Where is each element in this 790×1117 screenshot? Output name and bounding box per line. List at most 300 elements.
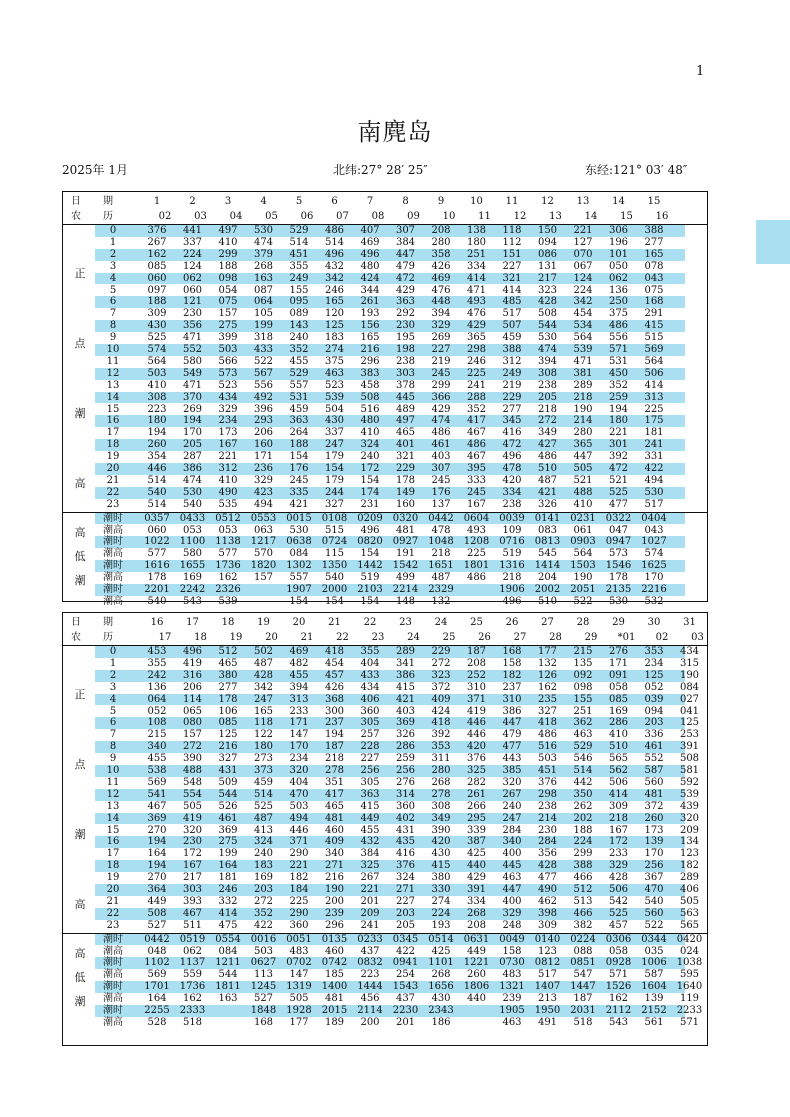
table-cell: 316 <box>182 669 203 681</box>
table-cell: 449 <box>147 895 167 907</box>
table-cell: 465 <box>218 657 238 669</box>
table-cell: 160 <box>395 498 416 510</box>
table-cell <box>674 404 706 416</box>
table-cell: 1503 <box>570 560 596 572</box>
table-cell: 060 <box>147 524 167 536</box>
table-cell: 085 <box>218 717 238 729</box>
table-cell: 180 <box>466 236 487 248</box>
table-cell: 323 <box>537 284 558 296</box>
hour-row <box>63 261 707 273</box>
table-cell: 027 <box>679 693 700 705</box>
header-lunar-row <box>63 630 707 645</box>
table-cell: 494 <box>253 498 274 510</box>
table-cell: 450 <box>608 367 629 379</box>
table-cell: 0141 <box>534 512 561 524</box>
table-cell: 496 <box>182 646 203 657</box>
table-cell: 432 <box>324 260 345 272</box>
table-cell: 446 <box>466 729 487 741</box>
table-cell <box>674 320 706 332</box>
table-cell: 163 <box>253 272 274 284</box>
day-number: 11 <box>505 196 519 207</box>
table-cell: 308 <box>147 391 167 403</box>
table-cell: 154 <box>360 548 380 560</box>
table-cell: 188 <box>573 824 593 836</box>
table-cell: 443 <box>502 753 522 765</box>
table-cell: 035 <box>644 945 664 957</box>
hour-row <box>63 499 707 511</box>
table-cell <box>674 499 706 511</box>
day-number: 25 <box>470 617 483 628</box>
hour-row <box>63 404 707 416</box>
table-cell: 1655 <box>179 560 206 572</box>
table-cell: 309 <box>537 919 558 931</box>
day-number: 29 <box>612 617 625 628</box>
table-cell: 380 <box>218 669 238 681</box>
table-cell: 360 <box>360 705 380 717</box>
table-cell: 186 <box>431 1016 451 1028</box>
table-cell <box>674 225 706 237</box>
table-cell: 229 <box>502 391 522 403</box>
table-cell: 410 <box>218 474 238 486</box>
table-cell: 356 <box>537 848 558 860</box>
table-cell <box>212 1005 244 1017</box>
table-cell: 529 <box>573 741 593 753</box>
table-cell: 517 <box>502 308 522 320</box>
table-cell: 261 <box>466 788 487 800</box>
table-cell: 248 <box>502 919 522 931</box>
table-cell: 522 <box>573 595 593 607</box>
table-cell: 064 <box>253 296 274 308</box>
lunar-date: 14 <box>584 211 598 222</box>
day-number: 12 <box>541 196 554 207</box>
table-cell: 318 <box>253 332 274 344</box>
table-cell: 539 <box>218 595 238 607</box>
table-cell: 164 <box>147 848 167 860</box>
table-cell: 419 <box>182 657 203 669</box>
day-number: 14 <box>612 196 625 207</box>
table-cell: 355 <box>147 657 167 669</box>
table-cell: 561 <box>644 1016 664 1028</box>
table-cell: 494 <box>289 812 309 824</box>
table-cell: 174 <box>360 486 380 498</box>
table-cell: 2201 <box>144 584 170 595</box>
day-number: 26 <box>505 617 519 628</box>
table-cell: 342 <box>324 272 345 284</box>
table-cell: 134 <box>679 836 700 848</box>
high-low-row <box>63 536 707 548</box>
table-cell <box>674 584 706 596</box>
table-cell: 463 <box>502 1016 522 1028</box>
table-cell: 512 <box>573 884 593 895</box>
table-cell: 351 <box>324 776 345 788</box>
table-cell: 414 <box>466 272 487 284</box>
table-cell: 577 <box>147 548 167 560</box>
table-cell: 172 <box>360 463 380 474</box>
table-cell: 0140 <box>534 933 561 945</box>
table-cell: 308 <box>537 367 558 379</box>
table-cell: 539 <box>573 344 593 355</box>
table-cell: 350 <box>573 788 593 800</box>
table-cell: 342 <box>253 681 274 693</box>
table-cell: 088 <box>573 945 593 957</box>
table-cell: 425 <box>431 945 451 957</box>
table-cell: 417 <box>324 788 345 800</box>
table-cell: 448 <box>431 296 451 308</box>
table-cell: 334 <box>466 260 487 272</box>
table-cell: 456 <box>360 993 380 1005</box>
table-cell: 157 <box>182 729 203 741</box>
table-cell: 543 <box>182 595 203 607</box>
table-cell: 424 <box>431 705 451 717</box>
table-cell: 224 <box>573 836 593 848</box>
high-low-row <box>63 946 707 958</box>
hour-label: 3 <box>109 260 117 272</box>
table-cell: 386 <box>502 705 522 717</box>
high-low-tide-label: 高 <box>74 525 86 539</box>
table-cell: 084 <box>679 681 700 693</box>
table-cell: 360 <box>395 800 416 812</box>
table-cell: 240 <box>502 800 522 812</box>
lunar-date: 10 <box>442 211 456 222</box>
table-cell: 513 <box>573 895 593 907</box>
table-cell: 505 <box>289 993 309 1005</box>
hour-label: 3 <box>109 681 117 693</box>
table-cell: 451 <box>537 765 558 776</box>
table-cell: 540 <box>182 498 203 510</box>
day-number: 6 <box>331 196 338 207</box>
table-cell: 167 <box>608 824 629 836</box>
high-low-row <box>63 525 707 537</box>
table-cell: 109 <box>502 524 522 536</box>
table-cell: 340 <box>324 848 345 860</box>
table-cell: 162 <box>147 248 167 260</box>
latitude: 北纬:27° 28′ 25″ <box>333 163 428 177</box>
table-cell: 120 <box>324 308 345 320</box>
table-cell: 564 <box>573 332 593 344</box>
table-cell: 193 <box>431 919 451 931</box>
table-cell: 060 <box>147 272 167 284</box>
table-cell: 182 <box>679 860 700 872</box>
table-cell: 314 <box>395 788 416 800</box>
table-cell: 308 <box>431 800 451 812</box>
table-cell: 539 <box>324 391 345 403</box>
table-cell: 246 <box>466 355 487 367</box>
table-cell: 330 <box>431 884 451 895</box>
table-cell: 531 <box>289 391 309 403</box>
table-cell <box>674 261 706 273</box>
hour-label: 1 <box>109 236 117 248</box>
table-cell: 236 <box>253 463 274 474</box>
table-cell: 331 <box>644 451 664 463</box>
table-cell: 457 <box>608 919 629 931</box>
table-cell: 0433 <box>179 512 206 524</box>
table-cell: 209 <box>679 824 700 836</box>
high-low-label: 潮时 <box>103 981 123 993</box>
table-cell: 119 <box>679 993 700 1005</box>
table-cell: 329 <box>431 320 451 332</box>
table-cell: 388 <box>573 860 593 872</box>
table-cell: 1208 <box>463 536 490 548</box>
table-cell: 510 <box>608 741 629 753</box>
table-cell: 195 <box>395 332 416 344</box>
hour-label: 4 <box>109 693 117 705</box>
table-cell: 205 <box>182 439 203 451</box>
table-cell: 118 <box>253 717 274 729</box>
table-cell: 307 <box>395 225 416 236</box>
table-cell: 254 <box>395 969 416 981</box>
day-number: 24 <box>434 617 448 628</box>
hourly-height-label: 潮 <box>74 407 86 420</box>
table-cell: 540 <box>147 486 167 498</box>
table-cell: 540 <box>644 895 664 907</box>
table-cell: 508 <box>360 391 380 403</box>
table-cell: 268 <box>253 260 274 272</box>
table-cell: 250 <box>608 296 629 308</box>
table-cell: 517 <box>537 969 558 981</box>
table-cell: 326 <box>537 498 558 510</box>
table-cell: 486 <box>431 427 451 439</box>
table-cell: 573 <box>608 548 629 560</box>
table-cell: 445 <box>395 391 416 403</box>
table-cell: 514 <box>573 765 593 776</box>
table-cell: 188 <box>289 439 309 451</box>
table-cell: 260 <box>147 439 167 451</box>
high-low-row <box>63 596 707 608</box>
day-number <box>674 194 706 209</box>
hour-row <box>63 789 707 801</box>
table-cell <box>674 273 706 285</box>
table-cell: 286 <box>608 717 629 729</box>
table-cell: 404 <box>360 657 380 669</box>
table-cell: 485 <box>502 296 522 308</box>
table-cell: 487 <box>537 474 558 486</box>
table-cell: 235 <box>537 693 558 705</box>
hourly-height-label: 潮 <box>74 828 86 841</box>
table-cell: 175 <box>644 415 664 427</box>
table-cell: 510 <box>537 463 558 474</box>
table-cell: 1806 <box>463 981 490 993</box>
table-cell: 320 <box>679 812 700 824</box>
table-cell: 428 <box>608 872 629 884</box>
lunar-label: 农 <box>71 211 81 222</box>
table-cell: 515 <box>644 332 664 344</box>
table-cell <box>248 584 280 596</box>
table-cell: 321 <box>395 451 416 463</box>
table-cell: 413 <box>253 824 274 836</box>
table-cell: 155 <box>289 284 309 296</box>
table-cell: 508 <box>537 308 558 320</box>
table-cell: 1542 <box>392 560 419 572</box>
table-cell: 267 <box>360 872 380 884</box>
lunar-date: 25 <box>442 632 456 643</box>
table-cell: 154 <box>360 595 380 607</box>
table-cell: 163 <box>218 993 238 1005</box>
table-cell: 203 <box>644 717 664 729</box>
table-cell: 269 <box>182 403 203 415</box>
table-cell: 245 <box>431 367 451 379</box>
table-cell <box>674 285 706 297</box>
table-cell: 267 <box>147 236 167 248</box>
table-cell: 1906 <box>499 584 525 595</box>
table-cell: 296 <box>324 919 345 931</box>
table-cell: 449 <box>360 812 380 824</box>
table-cell: 410 <box>608 729 629 741</box>
table-cell: 465 <box>395 427 416 439</box>
day-label: 日 <box>71 617 81 628</box>
table-cell: 530 <box>289 524 309 536</box>
table-cell: 0442 <box>428 512 454 524</box>
table-cell: 329 <box>253 474 274 486</box>
table-cell: 206 <box>182 681 203 693</box>
table-cell: 063 <box>253 524 274 536</box>
table-cell: 499 <box>395 572 416 584</box>
hour-row <box>63 872 707 884</box>
table-cell: 491 <box>537 1016 558 1028</box>
table-cell: 400 <box>502 848 522 860</box>
table-cell <box>674 560 706 572</box>
hour-row <box>63 392 707 404</box>
table-cell: 154 <box>324 595 345 607</box>
table-cell: 440 <box>466 993 487 1005</box>
table-cell <box>674 415 706 427</box>
table-cell: 489 <box>395 403 416 415</box>
table-cell: 1138 <box>215 536 241 548</box>
table-cell: 363 <box>360 788 380 800</box>
table-cell: 394 <box>537 355 558 367</box>
table-cell: 1651 <box>428 560 454 572</box>
table-cell: 313 <box>289 693 309 705</box>
hour-row <box>63 801 707 813</box>
table-cell: 378 <box>395 379 416 391</box>
table-cell: 562 <box>608 765 629 776</box>
table-cell: 481 <box>644 788 664 800</box>
table-cell: 191 <box>395 548 416 560</box>
table-cell: 227 <box>502 260 522 272</box>
table-cell: 496 <box>360 248 380 260</box>
table-cell <box>248 596 280 608</box>
table-cell: 162 <box>537 681 558 693</box>
hour-label: 11 <box>106 776 120 788</box>
table-cell: 214 <box>537 812 558 824</box>
day-number: 31 <box>683 617 696 628</box>
table-cell: 234 <box>289 753 309 765</box>
day-number: 30 <box>647 617 661 628</box>
table-cell: 580 <box>182 355 203 367</box>
table-cell: 324 <box>253 836 274 848</box>
table-cell: 114 <box>182 693 203 705</box>
table-cell: 369 <box>218 824 238 836</box>
table-cell: 329 <box>218 403 238 415</box>
table-cell: 521 <box>573 474 593 486</box>
table-cell: 2152 <box>641 1005 667 1016</box>
table-cell: 471 <box>182 379 203 391</box>
table-cell: 268 <box>431 969 451 981</box>
table-cell: 0928 <box>605 957 632 969</box>
table-cell: 2216 <box>641 584 667 595</box>
table-cell: 217 <box>537 272 558 284</box>
year-month: 2025年 1月 <box>62 163 128 177</box>
table-cell: 172 <box>608 836 629 848</box>
table-cell <box>674 344 706 356</box>
table-cell: 459 <box>253 776 274 788</box>
table-cell: 242 <box>147 669 167 681</box>
lunar-date <box>682 209 714 224</box>
table-cell: 383 <box>360 367 380 379</box>
table-cell: 284 <box>502 824 522 836</box>
table-cell: 470 <box>289 788 309 800</box>
lunar-date: 03 <box>691 632 704 643</box>
table-cell: 198 <box>395 344 416 355</box>
table-cell: 230 <box>395 320 416 332</box>
table-cell: 455 <box>289 669 309 681</box>
table-cell: 409 <box>431 693 451 705</box>
table-cell: 178 <box>395 474 416 486</box>
table-cell: 053 <box>218 524 238 536</box>
table-cell: 559 <box>182 969 203 981</box>
table-cell: 275 <box>218 836 238 848</box>
table-cell: 569 <box>147 776 167 788</box>
table-cell: 539 <box>679 788 700 800</box>
hour-label: 0 <box>109 225 117 236</box>
table-cell: 544 <box>537 320 558 332</box>
table-cell: 320 <box>502 776 522 788</box>
table-cell: 429 <box>466 320 487 332</box>
table-cell: 360 <box>289 919 309 931</box>
table-cell: 376 <box>395 860 416 872</box>
header-lunar-row <box>63 209 707 224</box>
hour-row <box>63 356 707 368</box>
high-low-row <box>63 934 707 946</box>
hour-row <box>63 332 707 344</box>
table-cell: 403 <box>431 451 451 463</box>
table-cell: 447 <box>573 451 593 463</box>
table-cell: 418 <box>324 646 345 657</box>
table-cell <box>674 308 706 320</box>
table-cell: 149 <box>395 486 416 498</box>
table-cell: 0015 <box>286 512 312 524</box>
table-cell: 0832 <box>357 957 383 969</box>
table-cell: 370 <box>182 391 203 403</box>
table-cell: 173 <box>644 824 664 836</box>
table-cell: 228 <box>360 741 380 753</box>
table-cell: 160 <box>253 439 274 451</box>
table-cell: 253 <box>679 729 700 741</box>
table-cell <box>674 237 706 249</box>
hour-label: 8 <box>109 741 117 753</box>
table-cell: 244 <box>324 486 345 498</box>
table-cell: 245 <box>431 474 451 486</box>
table-cell: 2329 <box>428 584 454 595</box>
table-cell: 169 <box>182 572 203 584</box>
table-cell: 157 <box>253 572 274 584</box>
table-cell: 054 <box>218 284 238 296</box>
table-cell: 1848 <box>250 1005 277 1016</box>
table-cell: 459 <box>289 403 309 415</box>
table-cell: 505 <box>679 895 700 907</box>
table-cell: 180 <box>147 415 167 427</box>
table-cell: 123 <box>679 848 700 860</box>
table-cell: 353 <box>644 646 664 657</box>
lunar-date: 13 <box>549 211 562 222</box>
hour-label: 4 <box>109 272 117 284</box>
table-cell: 223 <box>147 403 167 415</box>
hour-row <box>63 825 707 837</box>
hour-label: 20 <box>106 463 120 474</box>
high-low-tide-label: 潮 <box>74 994 86 1008</box>
table-cell: 415 <box>360 800 380 812</box>
table-cell: 138 <box>466 225 487 236</box>
hour-row <box>63 475 707 487</box>
